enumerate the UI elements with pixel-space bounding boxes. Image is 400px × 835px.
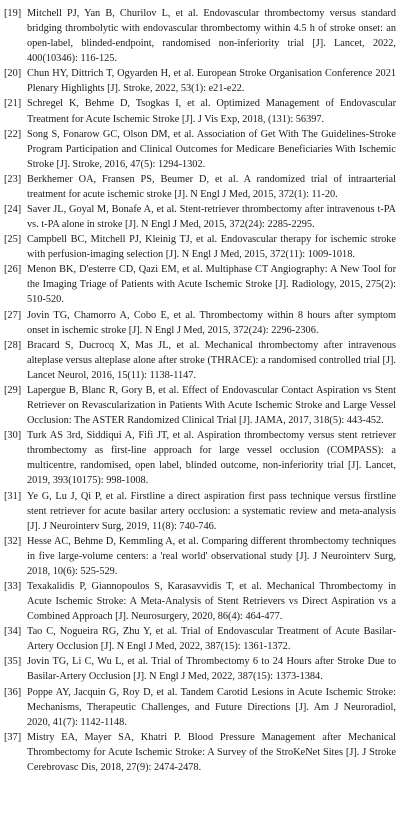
reference-number: [19] [4,8,22,19]
reference-number: [33] [4,580,22,592]
reference-text: Turk AS 3rd, Siddiqui A, Fifi JT, et al. Aspiration thrombectomy versus stent retriever thrombectomy as first-line approach for large vessel occlusion (COMPASS): a multicentre, randomised, open label, blinded outcome, non-inferiority trial [J]. Lancet, 2019, 393(10175): 998-1008. [27,430,396,487]
reference-text: Menon BK, D'esterre CD, Qazi EM, et al. Multiphase CT Angiography: A New Tool for the Imaging Triage of Patients with Acute Ischemic Stroke [J]. Radiology, 2015, 275(2): 510-520. [27,264,396,306]
reference-text: Ye G, Lu J, Qi P, et al. Firstline a direct aspiration first pass technique versus firstline stent retriever for acute basilar artery occlusion: a systematic review and meta-analysis [J]. J Neurointerv Surg, 2019, 11(8): 740-746. [27,490,396,532]
reference-text: Mitchell PJ, Yan B, Churilov L, et al. Endovascular thrombectomy versus standard bridging thrombolytic with endovascular thrombectomy within 4.5 h of stroke onset: an open-label, blinded-endpoint, randomised non-inferiority trial [J]. Lancet, 2022, 400(10346): 116-125. [27,8,396,65]
reference-26 [4,262,396,307]
reference-number: [29] [4,384,22,396]
reference-number: [22] [4,128,22,140]
reference-19 [4,6,396,66]
reference-25 [4,232,396,262]
reference-24 [4,202,396,232]
reference-text: Poppe AY, Jacquin G, Roy D, et al. Tandem Carotid Lesions in Acute Ischemic Stroke: Mechanisms, Therapeutic Challenges, and Future Directions [J]. Am J Neuroradiol, 2020, 41(7): 1142-1148. [27,686,396,728]
reference-number: [30] [4,430,22,442]
reference-number: [37] [4,731,22,743]
reference-28 [4,338,396,383]
reference-number: [36] [4,686,22,698]
reference-text: Jovin TG, Li C, Wu L, et al. Trial of Thrombectomy 6 to 24 Hours after Stroke Due to Basilar-Artery Occlusion [J]. N Engl J Med, 2022, 387(15): 1373-1384. [27,656,396,683]
reference-text: Texakalidis P, Giannopoulos S, Karasavvidis T, et al. Mechanical Thrombectomy in Acute Ischemic Stroke: A Meta-Analysis of Stent Retrievers vs Direct Aspiration vs a Combined Approach [J]. Neurosurgery, 2020, 86(4): 464-477. [27,580,396,623]
reference-32 [4,534,396,579]
reference-list [4,6,396,775]
reference-number: [21] [4,98,22,110]
reference-text: Chun HY, Dittrich T, Ogyarden H, et al. European Stroke Organisation Conference 2021 Plenary Highlights [J]. Stroke, 2022, 53(1): e21-e22. [27,68,396,95]
reference-23 [4,172,396,202]
reference-20 [4,66,396,96]
reference-21 [4,96,396,126]
reference-text: Tao C, Nogueira RG, Zhu Y, et al. Trial of Endovascular Treatment of Acute Basilar-Artery Occlusion [J]. N Engl J Med, 2022, 387(15): 1361-1372. [27,626,396,653]
reference-text: Jovin TG, Chamorro A, Cobo E, et al. Thrombectomy within 8 hours after symptom onset in ischemic stroke [J]. N Engl J Med, 2015, 372(24): 2296-2306. [27,309,396,336]
reference-text: Berkhemer OA, Fransen PS, Beumer D, et al. A randomized trial of intraarterial treatment for acute ischemic stroke [J]. N Engl J Med, 2015, 372(1): 11-20. [27,173,396,200]
reference-text: Hesse AC, Behme D, Kemmling A, et al. Comparing different thrombectomy techniques in five large-volume centers: a 'real world' observational study [J]. J Neurointerv Surg, 2018, 10(6): 525-529. [27,535,396,577]
reference-31 [4,489,396,534]
reference-number: [20] [4,68,22,80]
reference-27 [4,308,396,338]
reference-35 [4,654,396,684]
reference-number: [24] [4,204,22,216]
reference-text: Saver JL, Goyal M, Bonafe A, et al. Stent-retriever thrombectomy after intravenous t-PA vs. t-PA alone in stroke [J]. N Engl J Med, 2015, 372(24): 2285-2295. [27,204,396,231]
reference-36 [4,685,396,730]
reference-number: [27] [4,309,22,321]
reference-text: Mistry EA, Mayer SA, Khatri P. Blood Pressure Management after Mechanical Thrombectomy for Acute Ischemic Stroke: A Survey of the StroKeNet Sites [J]. J Stroke Cerebrovasc Dis, 2018, 27(9): 2474-2478. [27,731,396,773]
reference-text: Song S, Fonarow GC, Olson DM, et al. Association of Get With The Guidelines-Stroke Program Participation and Clinical Outcomes for Medicare Beneficiaries With Ischemic Stroke [J]. Stroke, 2016, 47(5): 1294-1302. [27,128,396,170]
reference-number: [23] [4,173,22,185]
reference-37 [4,730,396,775]
reference-22 [4,127,396,172]
reference-33 [4,579,396,624]
reference-number: [34] [4,626,22,638]
reference-number: [25] [4,234,22,246]
reference-text: Schregel K, Behme D, Tsogkas I, et al. Optimized Management of Endovascular Treatment for Acute Ischemic Stroke [J]. J Vis Exp, 2018, (131): 56397. [27,98,396,125]
reference-number: [31] [4,490,22,502]
reference-34 [4,624,396,654]
reference-text: Campbell BC, Mitchell PJ, Kleinig TJ, et al. Endovascular therapy for ischemic stroke with perfusion-imaging selection [J]. N Engl J Med, 2015, 372(11): 1009-1018. [27,234,396,261]
reference-number: [32] [4,535,22,547]
reference-text: Lapergue B, Blanc R, Gory B, et al. Effect of Endovascular Contact Aspiration vs Stent Retriever on Revascularization in Patients With Acute Ischemic Stroke and Large Vessel Occlusion: The ASTER Randomized Clinical Trial [J]. JAMA, 2017, 318(5): 443-452. [27,384,396,427]
reference-29 [4,383,396,428]
reference-number: [35] [4,656,22,668]
reference-text: Bracard S, Ducrocq X, Mas JL, et al. Mechanical thrombectomy after intravenous alteplase versus alteplase alone after stroke (THRACE): a randomised controlled trial [J]. Lancet Neurol, 2016, 15(11): 1138-1147. [27,339,396,381]
reference-30 [4,428,396,488]
reference-number: [28] [4,339,22,351]
reference-number: [26] [4,264,22,276]
